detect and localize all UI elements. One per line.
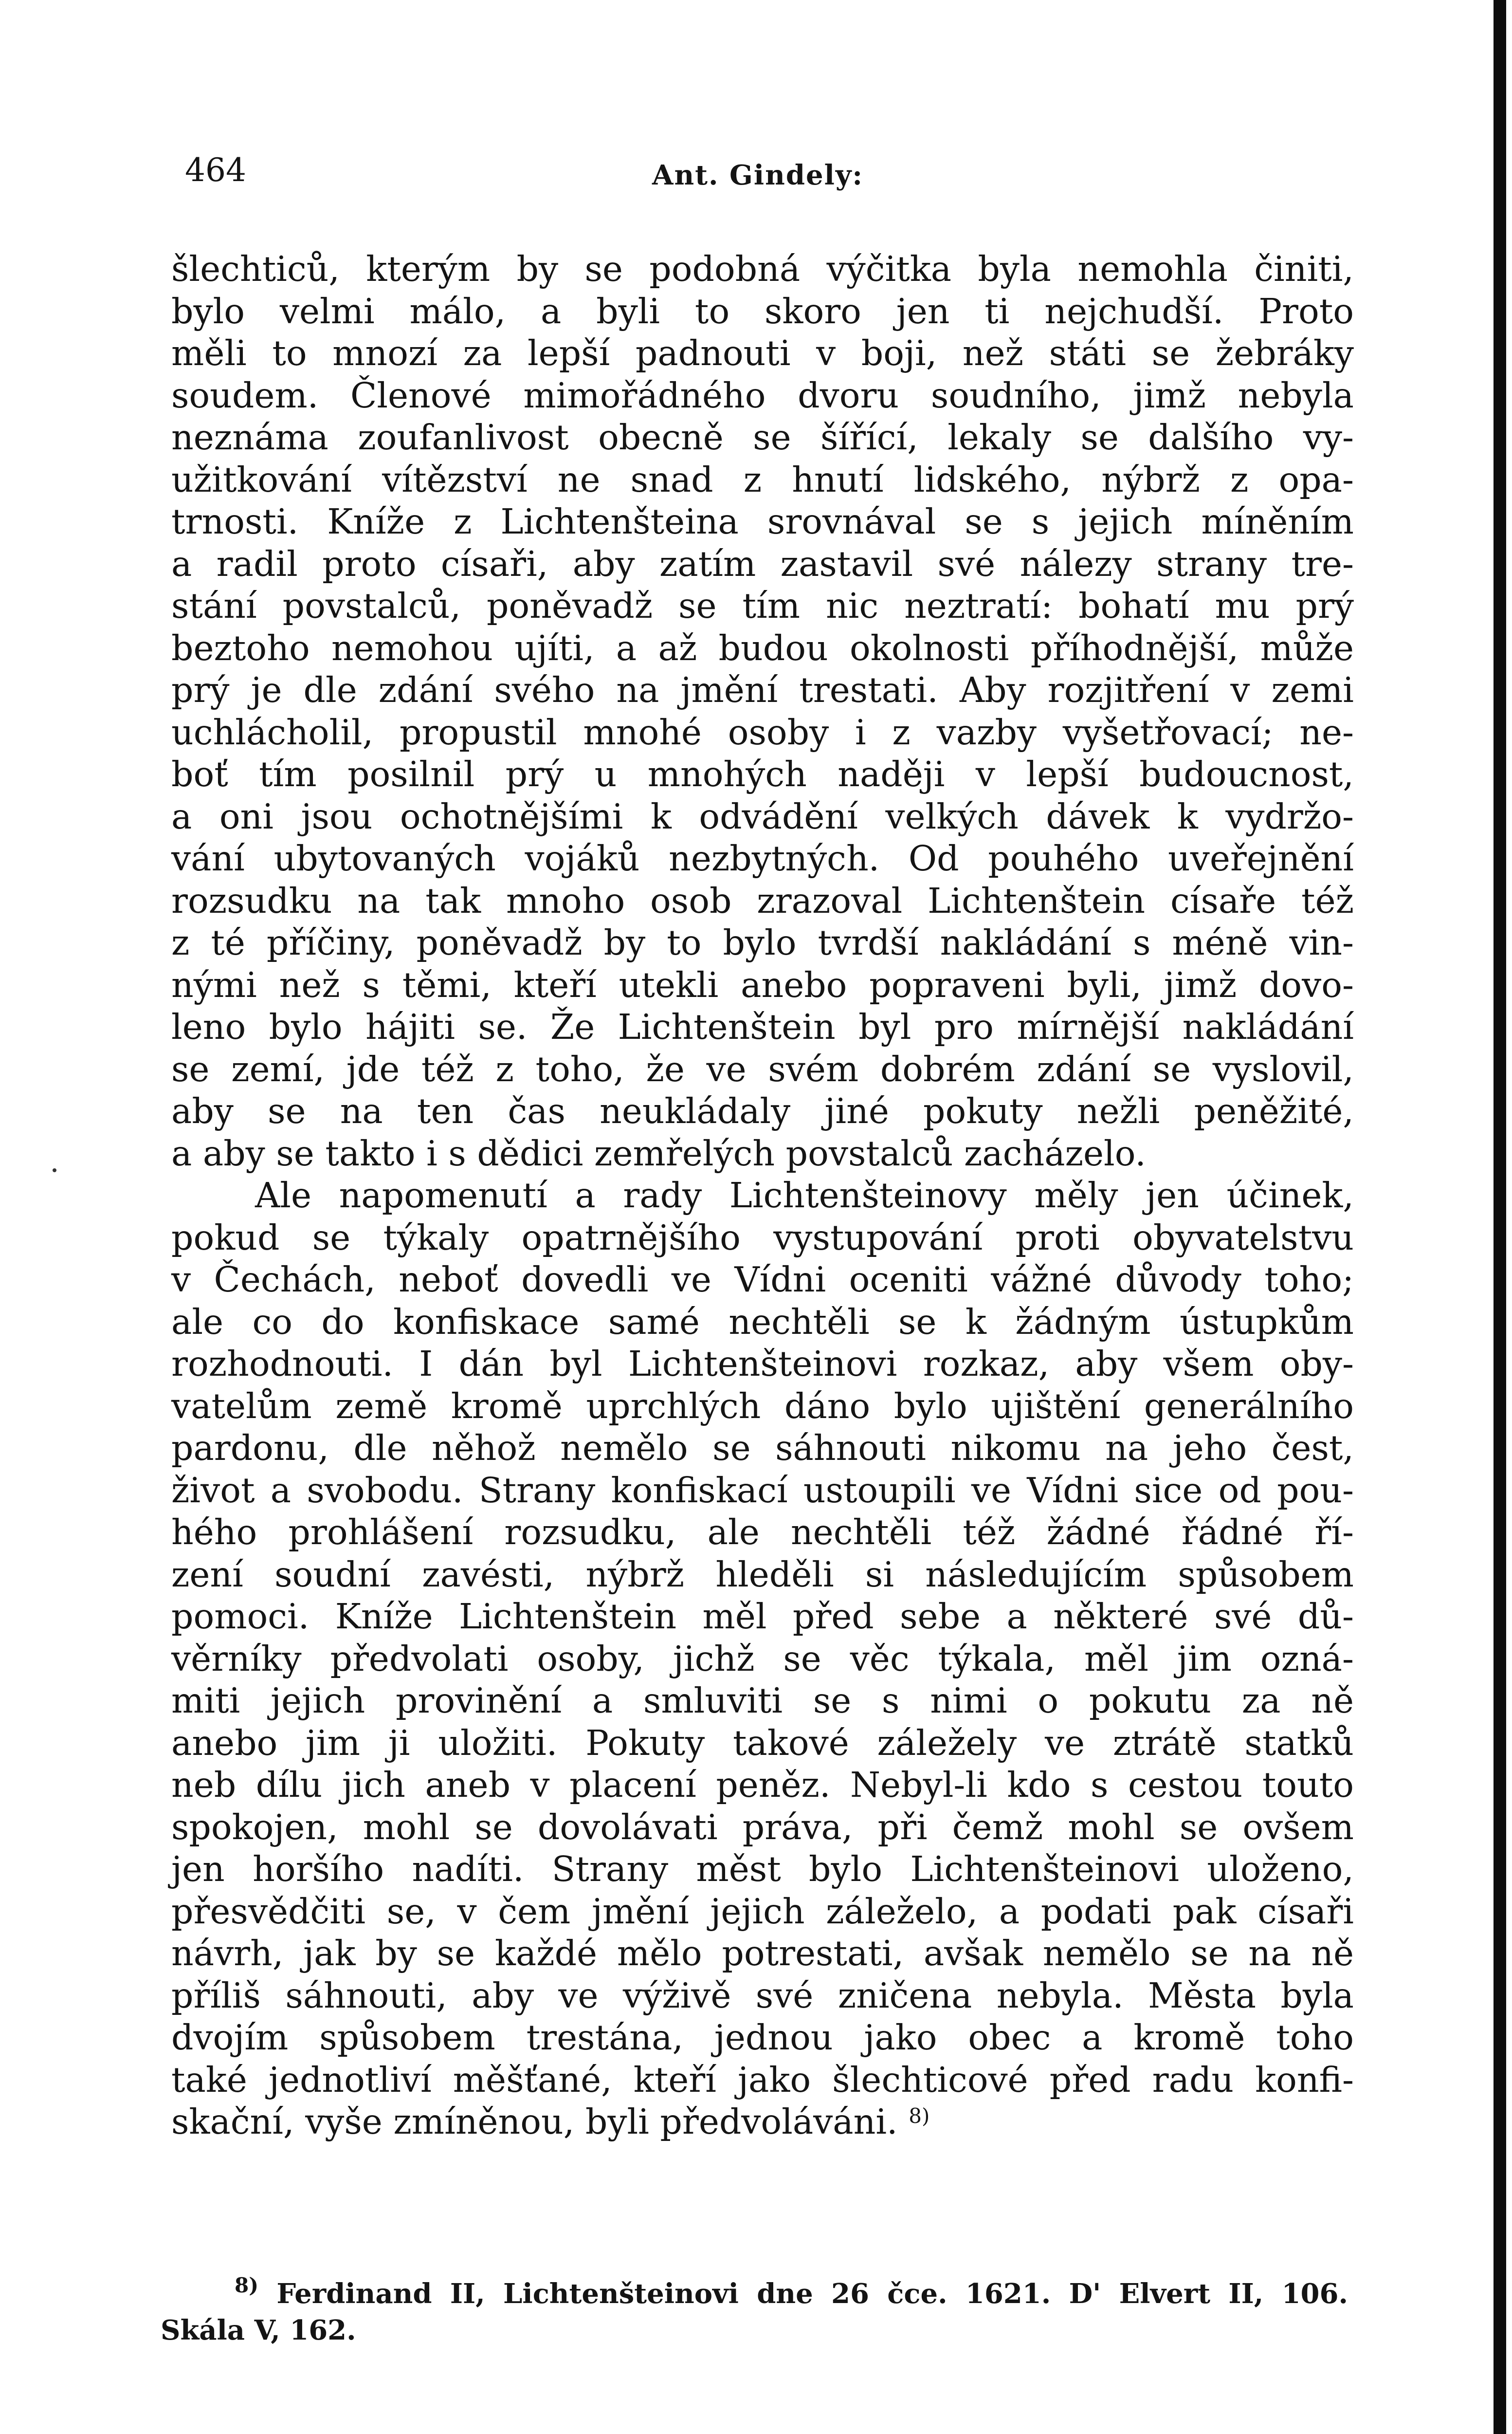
text-line: Ale napomenutí a rady Lichtenšteinovy měly jen účinek, (255, 1175, 1354, 1216)
body-text (171, 248, 1354, 2143)
text-line: anebo jim ji uložiti. Pokuty takové záležely ve ztrátě statků (171, 1722, 1354, 1763)
paragraph-2 (171, 1175, 1354, 2143)
page-edge-shadow (1494, 0, 1506, 2434)
text-line: miti jejich provinění a smluviti se s nimi o pokutu za ně (171, 1680, 1354, 1721)
text-line: a oni jsou ochotnějšími k odvádění velkých dávek k vydržo- (171, 796, 1354, 837)
text-line: rozhodnouti. I dán byl Lichtenšteinovi rozkaz, aby všem oby- (171, 1344, 1354, 1384)
text-line: beztoho nemohou ujíti, a až budou okolnosti příhodnější, může (171, 627, 1354, 668)
text-line: se zemí, jde též z toho, že ve svém dobrém zdání se vyslovil, (171, 1049, 1354, 1089)
text-line: pomoci. Kníže Lichtenštein měl před sebe a některé své dů- (171, 1596, 1354, 1637)
running-head: Ant. Gindely: (652, 159, 864, 191)
text-line: vání ubytovaných vojáků nezbytných. Od pouhého uveřejnění (171, 838, 1354, 879)
text-line: pardonu, dle něhož nemělo se sáhnouti nikomu na jeho čest, (171, 1428, 1354, 1468)
text-line: a aby se takto i s dědici zemřelých povstalců zacházelo. (171, 1133, 1146, 1174)
text-line: ale co do konfiskace samé nechtěli se k žádným ústupkům (171, 1301, 1354, 1342)
text-line: rozsudku na tak mnoho osob zrazoval Lichtenštein císaře též (171, 880, 1354, 921)
text-line: život a svobodu. Strany konfiskací ustoupili ve Vídni sice od pou- (171, 1470, 1354, 1511)
text-line: také jednotliví měšťané, kteří jako šlechticové před radu konfi- (171, 2059, 1354, 2100)
text-line-final (171, 2101, 1354, 2143)
text-line: přesvědčiti se, v čem jmění jejich záleželo, a podati pak císaři (171, 1891, 1354, 1932)
text-line: neb dílu jich aneb v placení peněz. Nebyl-li kdo s cestou touto (171, 1765, 1354, 1805)
text-line: v Čechách, neboť dovedli ve Vídni oceniti vážné důvody toho; (171, 1259, 1354, 1300)
text-line: jen horšího nadíti. Strany měst bylo Lichtenšteinovi uloženo, (171, 1849, 1354, 1889)
page-header (185, 146, 895, 204)
text-line: bylo velmi málo, a byli to skoro jen ti nejchudší. Proto (171, 291, 1354, 332)
text-line: uchlácholil, propustil mnohé osoby i z vazby vyšetřovací; ne- (171, 712, 1354, 753)
text-line: prý je dle zdání svého na jmění trestati. Aby rozjitření v zemi (171, 670, 1354, 710)
text-line: boť tím posilnil prý u mnohých naději v lepší budoucnost, (171, 754, 1354, 794)
text-line: nými než s těmi, kteří utekli anebo popraveni byli, jimž dovo- (171, 964, 1354, 1005)
text-line: z té příčiny, poněvadž by to bylo tvrdší nakládání s méně vin- (171, 922, 1354, 963)
text-line: šlechticů, kterým by se podobná výčitka byla nemohla činiti, (171, 249, 1354, 289)
text-line: zení soudní zavésti, nýbrž hleděli si následujícím spůsobem (171, 1554, 1354, 1595)
footnote (161, 2273, 1348, 2349)
text-line: dvojím spůsobem trestána, jednou jako obec a kromě toho (171, 2017, 1354, 2058)
margin-speck (53, 1168, 56, 1172)
page-number: 464 (185, 151, 246, 189)
text-line: užitkování vítězství ne snad z hnutí lidského, nýbrž z opa- (171, 459, 1354, 500)
text-line: vatelům země kromě uprchlých dáno bylo ujištění generálního (171, 1385, 1354, 1426)
text-line: příliš sáhnouti, aby ve výživě své zničena nebyla. Města byla (171, 1975, 1354, 2016)
text-line: návrh, jak by se každé mělo potrestati, avšak nemělo se na ně (171, 1933, 1354, 1973)
text-line: neznáma zoufanlivost obecně se šířící, lekaly se dalšího vy- (171, 417, 1354, 458)
footnote-line (161, 2273, 1348, 2312)
footnote-line: Skála V, 162. (161, 2314, 356, 2346)
text-line: trnosti. Kníže z Lichtenšteina srovnával se s jejich míněním (171, 501, 1354, 542)
text-line: a radil proto císaři, aby zatím zastavil své nálezy strany tre- (171, 543, 1354, 584)
final-line-text: skační, vyše zmíněnou, byli předvoláváni. (171, 2102, 898, 2142)
footnote-text: Ferdinand II, Lichtenšteinovi dne 26 čce. 1621. D' Elvert II, 106. (276, 2278, 1348, 2310)
text-line: aby se na ten čas neukládaly jiné pokuty nežli peněžité, (171, 1091, 1354, 1131)
text-line: věrníky předvolati osoby, jichž se věc týkala, měl jim ozná- (171, 1638, 1354, 1679)
footnote-marker: 8) (235, 2273, 259, 2297)
footnote-reference: 8) (909, 2104, 930, 2128)
text-line: pokud se týkaly opatrnějšího vystupování proti obyvatelstvu (171, 1217, 1354, 1258)
text-line: spokojen, mohl se dovolávati práva, při čemž mohl se ovšem (171, 1807, 1354, 1847)
text-line: měli to mnozí za lepší padnouti v boji, než státi se žebráky (171, 333, 1354, 373)
paragraph-1 (171, 248, 1354, 1175)
text-line: soudem. Členové mimořádného dvoru soudního, jimž nebyla (171, 375, 1354, 416)
text-line: stání povstalců, poněvadž se tím nic neztratí: bohatí mu prý (171, 586, 1354, 626)
text-line: leno bylo hájiti se. Že Lichtenštein byl pro mírnější nakládání (171, 1007, 1354, 1047)
text-line: hého prohlášení rozsudku, ale nechtěli též žádné řádné ří- (171, 1512, 1354, 1552)
